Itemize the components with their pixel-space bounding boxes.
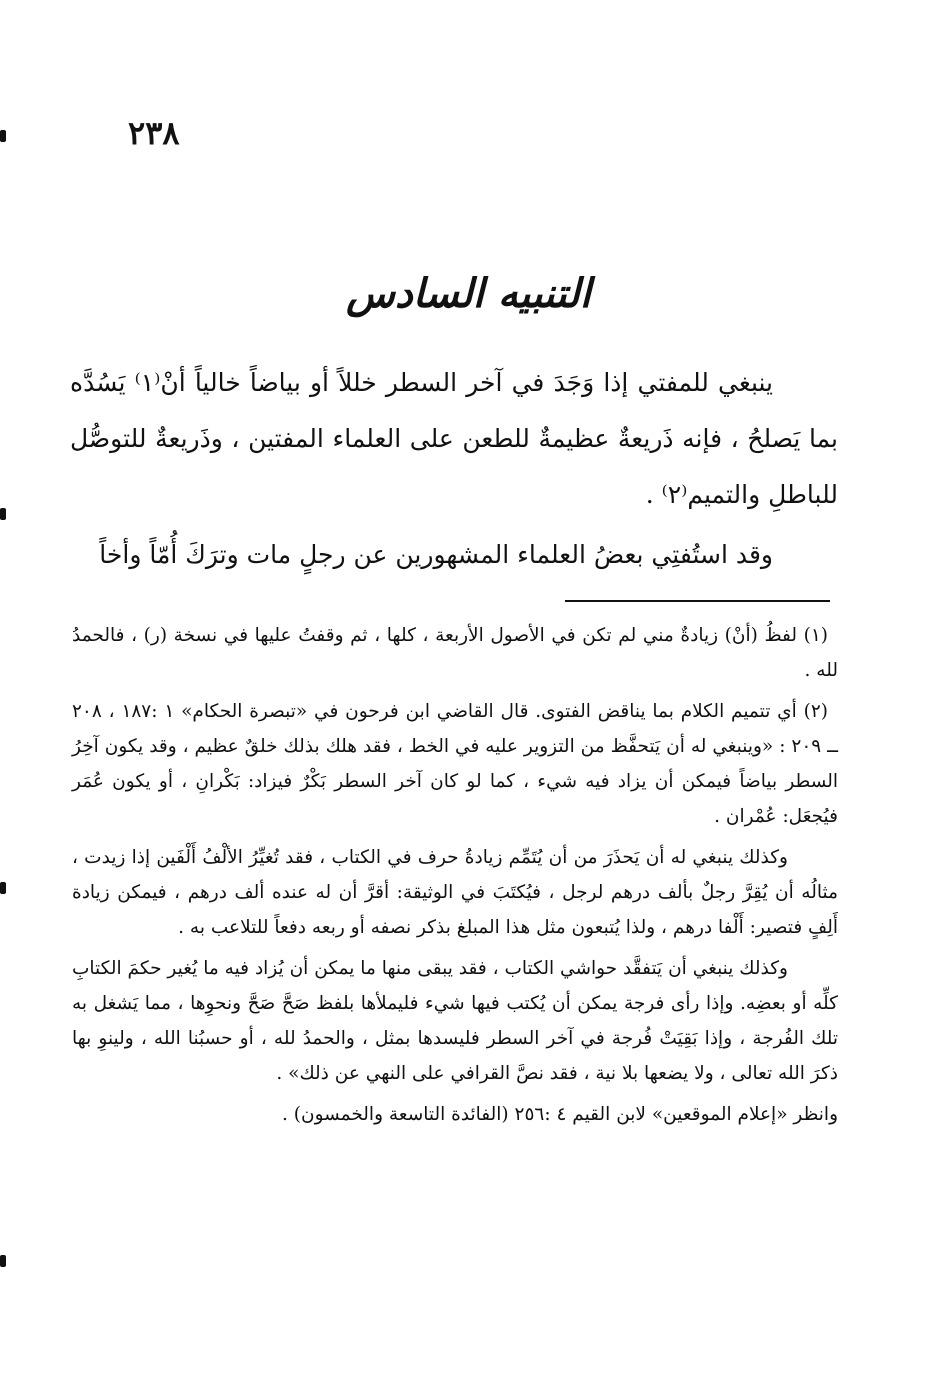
- section-heading: التنبيه السادس: [346, 270, 591, 317]
- scan-edge-mark: [0, 882, 6, 894]
- footnote-separator: [565, 600, 830, 602]
- main-text: [70, 355, 838, 583]
- scan-edge-mark: [0, 130, 6, 142]
- footnote-2-paragraph: وكذلك ينبغي أن يَتفقَّد حواشي الكتاب ، فقد يبقى منها ما يمكن أن يُزاد فيه ما يُغير حكمَ الكتابِ كلِّه أو بعضِه. وإذا رأى فرجة يمكن أن يُكتب فيها شيء فليملأها بلفظ صَحَّ صَحَّ ونحوِها ، مما يَشغل به تلك الفُرجة ، وإذا بَقِيَتْ فُرجة في آخر السطر فليسدها بمثل ، والحمدُ لله ، أو حسبُنا الله ، ولينوِ بها ذكرَ الله تعالى ، ولا يضعها بلا نية ، فقد نصَّ القرافي على النهي عن ذلك» .: [72, 958, 838, 1084]
- footnote-2-reference: وانظر «إعلام الموقعين» لابن القيم ٤ :٢٥٦ (الفائدة التاسعة والخمسون) .: [282, 1104, 838, 1125]
- footnotes: [72, 618, 838, 1138]
- footnote-2: (٢) أي تتميم الكلام بما يناقض الفتوى. قال القاضي ابن فرحون في «تبصرة الحكام» ١ :١٨٧ ، ٢٠٨ ــ ٢٠٩ : «وينبغي له أن يَتحفَّظ من التزوير عليه في الخط ، فقد هلك بذلك خلقٌ عظيم ، وقد يكون آخِرُ السطر بياضاً فيمكن أن يزاد فيه شيء ، كما لو كان آخر السطر بَكْرٌ فيزاد: بَكْرانِ ، أو يكون عُمَر فيُجعَل: عُمْران .: [72, 701, 838, 827]
- main-paragraph: وقد استُفتِي بعضُ العلماء المشهورين عن رجلٍ مات وترَكَ أُمّاً وأخاً: [99, 540, 773, 569]
- footnote-1: (١) لفظُ (أنْ) زيادةٌ مني لم تكن في الأصول الأربعة ، كلها ، ثم وقفتُ عليها في نسخة (ر) ، فالحمدُ لله .: [72, 625, 838, 681]
- scan-edge-mark: [0, 1255, 6, 1267]
- scan-edge-mark: [0, 508, 6, 520]
- main-paragraph: ينبغي للمفتي إذا وَجَدَ في آخر السطر خللاً أو بياضاً خالياً أنْ⁽١⁾ يَسُدَّه بما يَصلحُ ، فإنه ذَريعةٌ عظيمةٌ للطعن على العلماء المفتين ، وذَريعةٌ للتوصُّل للباطلِ والتميم⁽٢⁾ .: [70, 368, 838, 509]
- footnote-2-paragraph: وكذلك ينبغي له أن يَحذَرَ من أن يُتَمِّم زيادةُ حرف في الكتاب ، فقد تُغيِّرُ الألْفُ أَلْفَين إذا زيدت ، مثالُه أن يُقِرَّ رجلٌ بألف درهم لرجل ، فيُكتَبَ في الوثيقة: أقرَّ أن له عنده ألف درهم ، فيمكن زيادة أَلِفٍ فتصير: أَلْفا درهم ، ولذا يُتبعون مثل هذا المبلغ بذكر نصفه أو ربعه دفعاً للتلاعب به .: [72, 847, 838, 938]
- page-number: ٢٣٨: [128, 114, 180, 152]
